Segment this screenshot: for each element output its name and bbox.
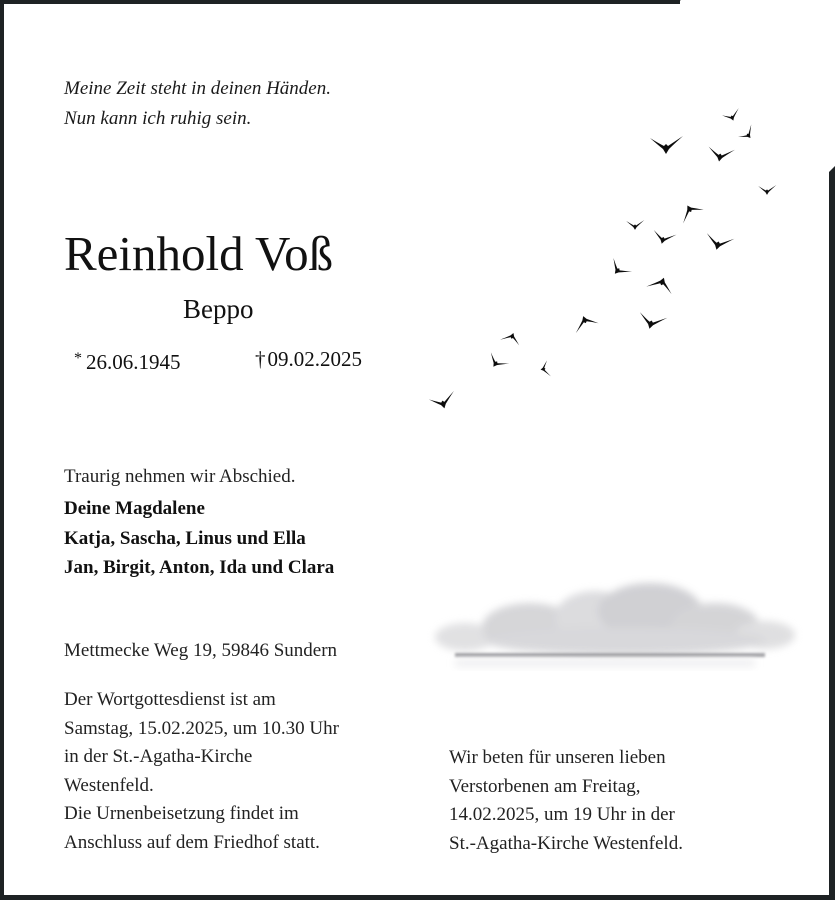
motto-line: Nun kann ich ruhig sein. [64, 108, 252, 129]
motto-verse [64, 74, 331, 134]
bird-icon [737, 124, 757, 143]
prayer-line: St.-Agatha-Kirche Westenfeld. [449, 832, 683, 854]
prayer-line: 14.02.2025, um 19 Uhr in der [449, 804, 675, 825]
birds-illustration [400, 90, 800, 420]
farewell-text: Traurig nehmen wir Abschied. [64, 466, 296, 487]
prayer-line: Wir beten für unseren lieben [449, 747, 666, 768]
service-line: in der St.-Agatha-Kirche [64, 746, 253, 767]
mourner-line: Jan, Birgit, Anton, Ida und Clara [64, 557, 335, 578]
birth-star-icon: * [74, 350, 82, 367]
bird-icon [722, 108, 742, 124]
bird-icon [706, 145, 734, 164]
mourner-names [64, 494, 334, 583]
bird-icon [485, 351, 509, 373]
bird-icon [571, 312, 599, 333]
address: Mettmecke Weg 19, 59846 Sundern [64, 640, 338, 661]
prayer-service-info [449, 744, 683, 858]
frame-top-border [0, 0, 680, 4]
service-line: Anschluss auf dem Friedhof statt. [64, 831, 320, 853]
motto-line: Meine Zeit steht in deinen Händen. [64, 78, 331, 99]
frame-right-border [829, 172, 835, 900]
bird-icon [606, 257, 632, 282]
cloud-illustration [395, 575, 805, 680]
bird-icon [646, 273, 676, 296]
mourner-line: Katja, Sascha, Linus und Ella [64, 527, 306, 549]
bird-icon [636, 310, 667, 332]
bird-icon [651, 229, 677, 247]
death-cross-icon: † [255, 347, 266, 371]
bird-icon [539, 360, 551, 378]
deceased-nickname: Beppo [183, 294, 254, 324]
bird-icon [500, 330, 522, 347]
service-line: Der Wortgottesdienst ist am [64, 689, 276, 710]
birth-date-line [74, 344, 181, 377]
bird-icon [758, 185, 776, 195]
bird-icon [676, 199, 704, 223]
death-date: 09.02.2025 [267, 347, 362, 371]
frame-top-border-cap [675, 0, 681, 4]
bird-icon [650, 136, 683, 154]
deceased-name: Reinhold Voß [64, 226, 334, 281]
bird-icon [703, 231, 734, 253]
frame-bottom-border [0, 895, 835, 900]
frame-left-border [0, 0, 4, 900]
birth-date: 26.06.1945 [86, 350, 181, 374]
funeral-service-info [64, 686, 339, 857]
service-line: Die Urnenbeisetzung findet im [64, 803, 299, 824]
service-line: Westenfeld. [64, 774, 154, 796]
death-date-line [255, 344, 362, 374]
prayer-line: Verstorbenen am Freitag, [449, 775, 641, 797]
service-line: Samstag, 15.02.2025, um 10.30 Uhr [64, 717, 339, 739]
bird-icon [626, 220, 644, 230]
mourner-line: Deine Magdalene [64, 498, 205, 519]
bird-icon [428, 391, 457, 412]
